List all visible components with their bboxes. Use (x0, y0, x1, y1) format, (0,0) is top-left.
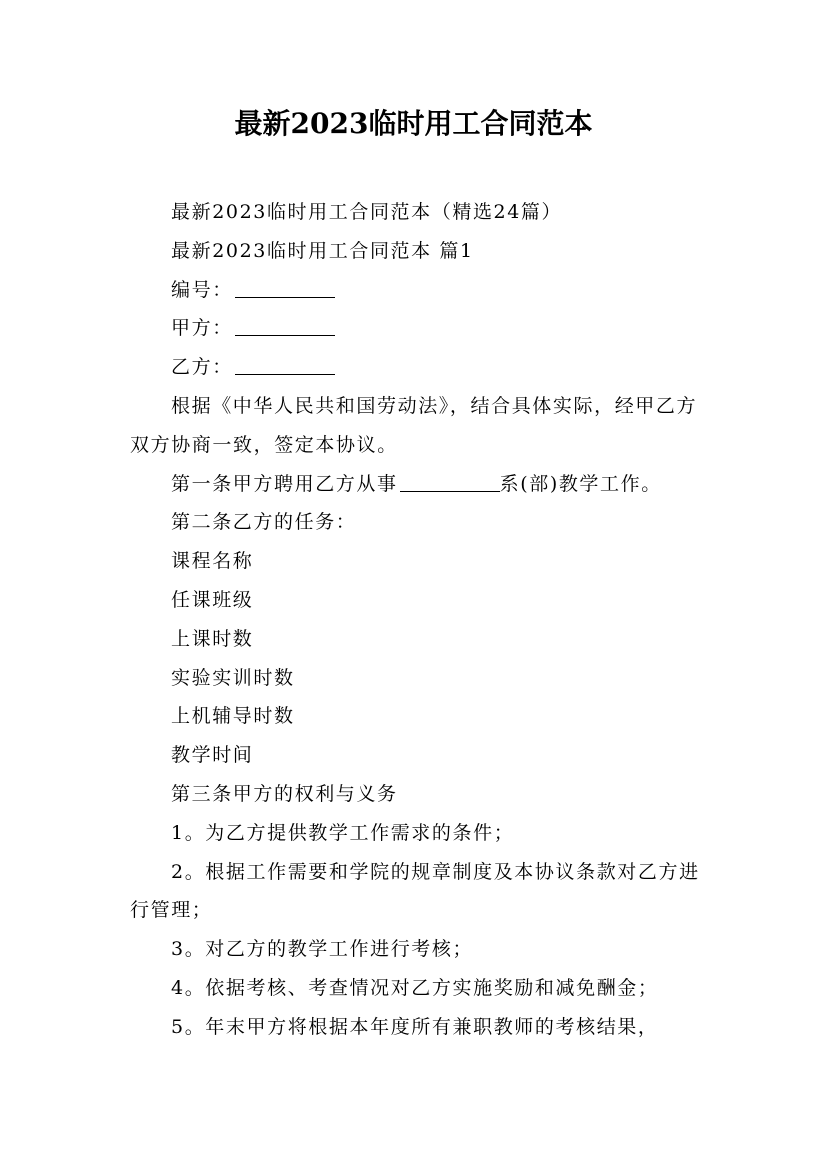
teaching-time: 教学时间 (171, 744, 254, 767)
field-party-a (130, 309, 710, 348)
intro-paragraph: 根据《中华人民共和国劳动法》，结合具体实际，经甲乙方双方协商一致，签定本协议。 (130, 394, 698, 456)
field-party-a-label: 甲方： (171, 317, 233, 340)
field-party-b-blank (235, 356, 335, 375)
item-5: 5。年末甲方将根据本年度所有兼职教师的考核结果， (171, 1015, 659, 1038)
field-party-a-blank (235, 317, 335, 336)
subtitle: 最新2023临时用工合同范本（精选24篇） (171, 201, 563, 223)
item-4: 4。依据考核、考查情况对乙方实施奖励和减免酬金； (171, 976, 659, 999)
document-body (130, 193, 710, 1047)
field-party-b-label: 乙方： (171, 356, 233, 379)
article-1-post: 系(部)教学工作。 (499, 472, 662, 495)
class-hours: 上课时数 (171, 627, 254, 650)
article-1-pre: 第一条甲方聘用乙方从事 (171, 472, 398, 495)
article-1-blank (400, 473, 500, 492)
article-1 (130, 465, 710, 504)
document-title: 最新2023临时用工合同范本 (234, 107, 593, 140)
field-party-b (130, 348, 710, 387)
item-1: 1。为乙方提供教学工作需求的条件； (171, 821, 515, 844)
lab-hours: 实验实训时数 (171, 666, 295, 689)
field-number (130, 271, 710, 310)
section-heading: 最新2023临时用工合同范本 篇1 (171, 239, 474, 262)
article-3: 第三条甲方的权利与义务 (171, 782, 398, 805)
field-number-blank (235, 279, 335, 298)
class: 任课班级 (171, 588, 254, 611)
item-3: 3。对乙方的教学工作进行考核； (171, 938, 474, 961)
item-2: 2。根据工作需要和学院的规章制度及本协议条款对乙方进行管理； (130, 860, 700, 922)
field-number-label: 编号： (171, 278, 233, 301)
article-2: 第二条乙方的任务： (171, 511, 357, 534)
computer-hours: 上机辅导时数 (171, 705, 295, 728)
course-name: 课程名称 (171, 550, 254, 573)
